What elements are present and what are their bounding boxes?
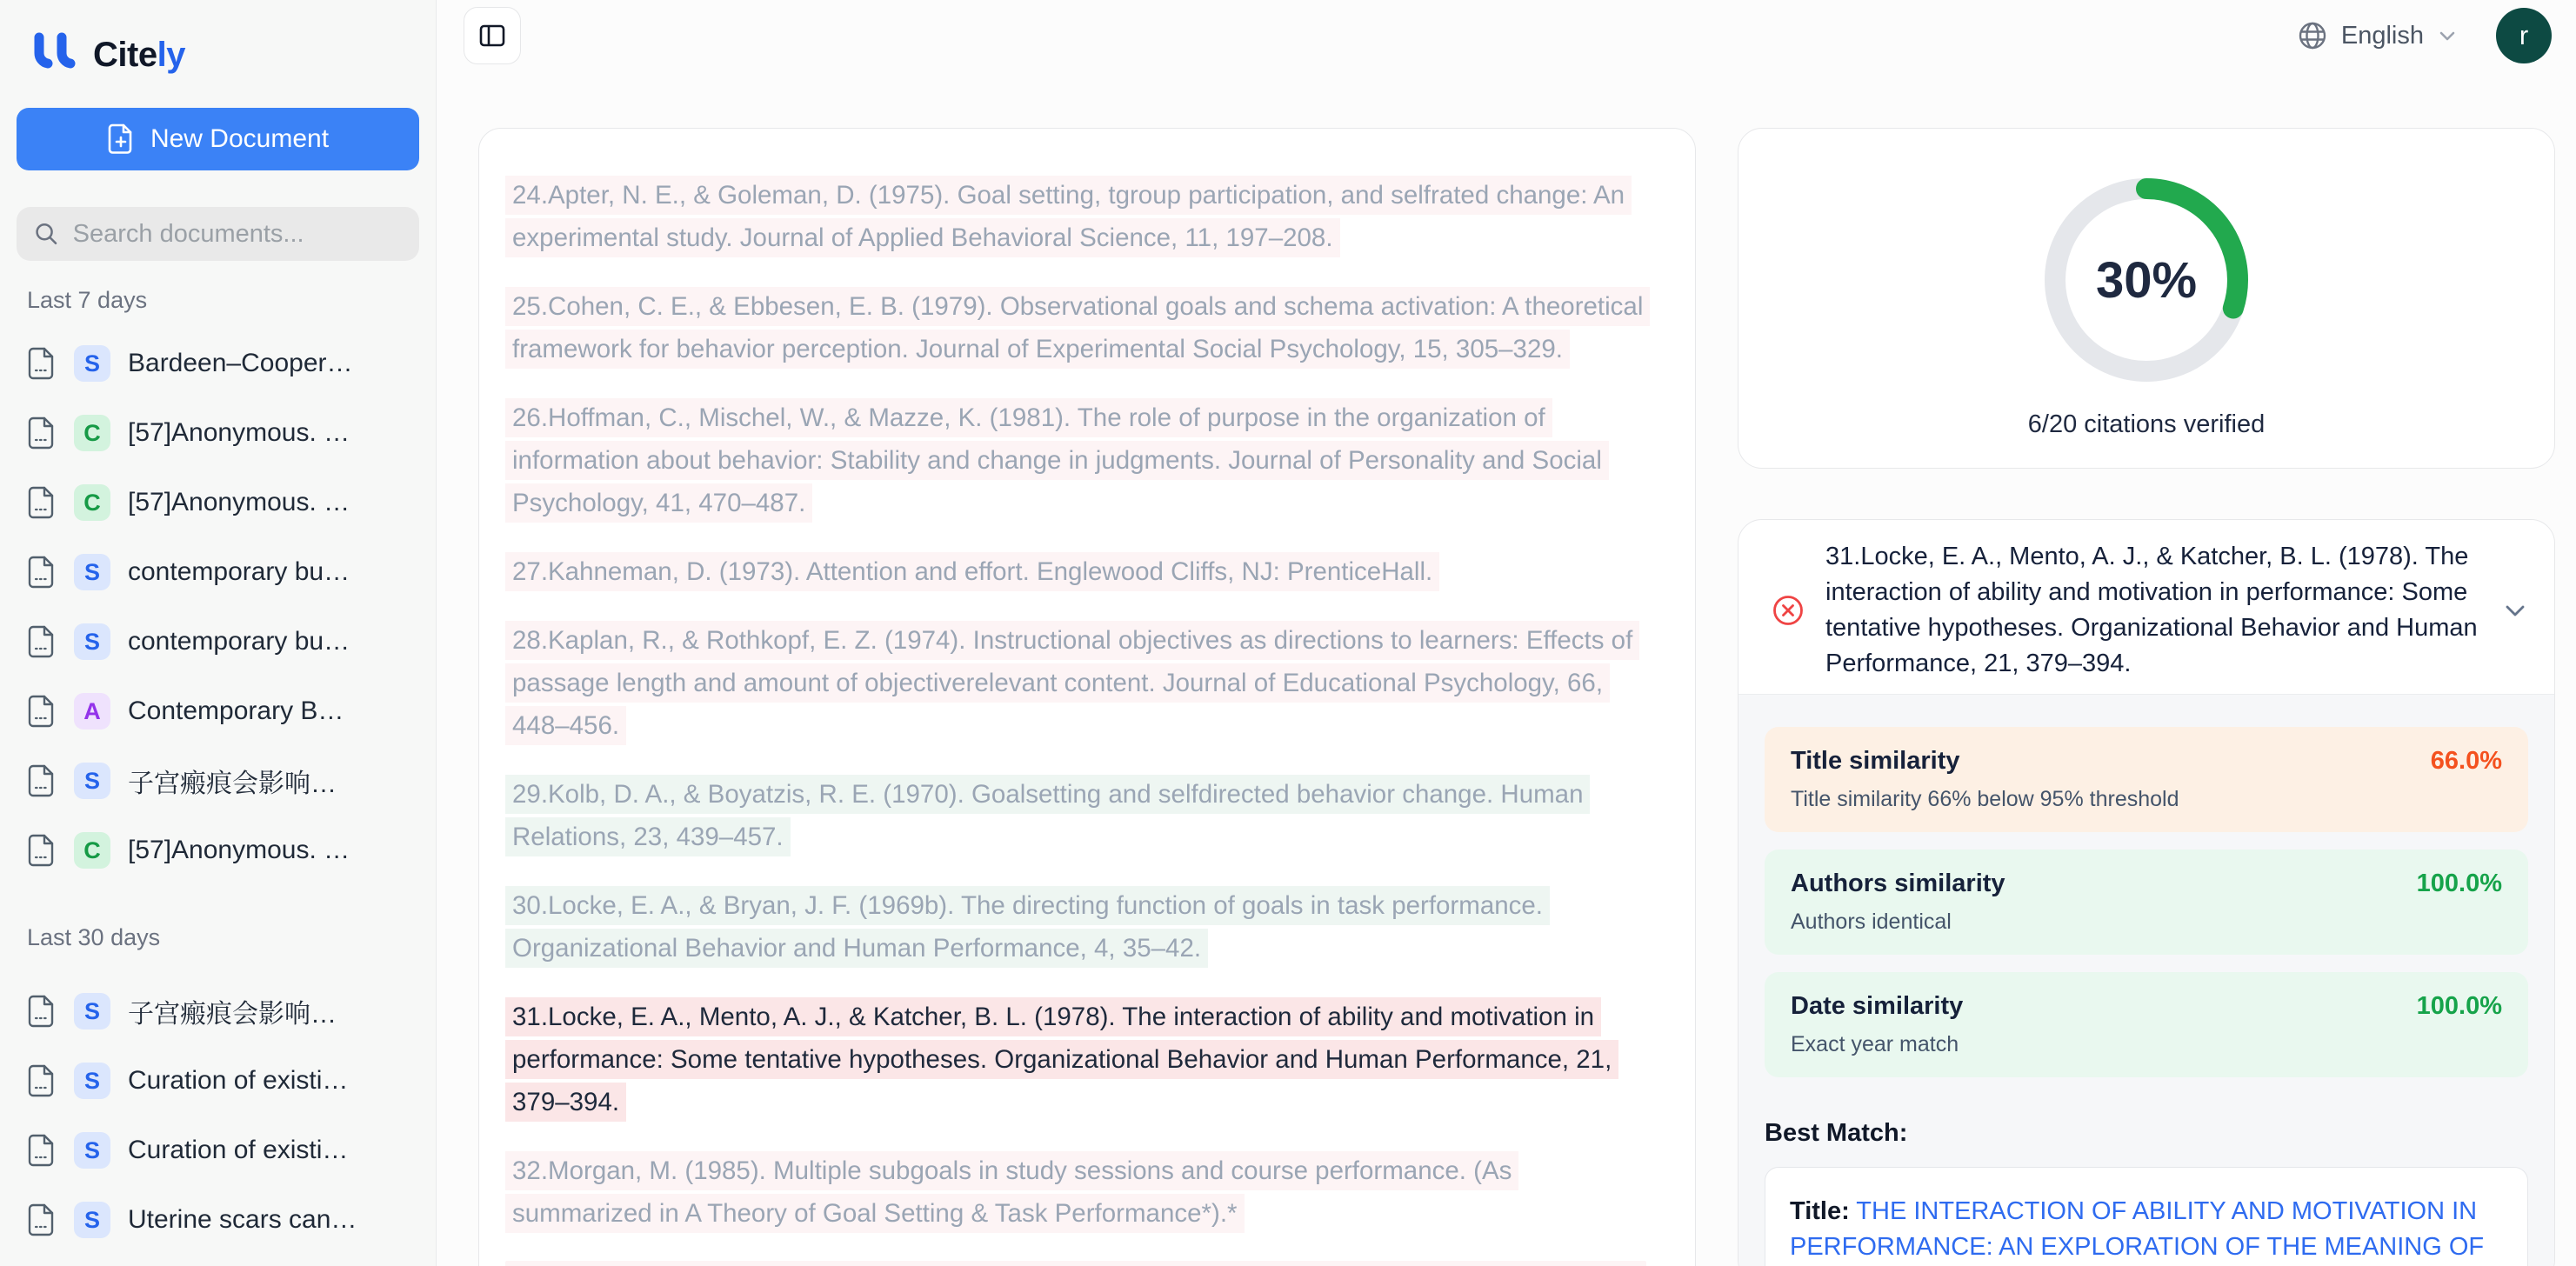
document-title: Uterine scars can… <box>128 1205 357 1234</box>
verification-progress-card <box>1738 128 2555 469</box>
panel-left-icon <box>477 20 508 51</box>
citation-partial-highlight <box>505 1261 1646 1266</box>
document-type-badge: S <box>74 763 110 799</box>
new-document-button[interactable] <box>17 108 419 170</box>
globe-icon <box>2297 20 2328 51</box>
document-title: [57]Anonymous. … <box>128 488 350 516</box>
citation-item[interactable]: 26.Hoffman, C., Mischel, W., & Mazze, K. (1981). The role of purpose in the organization of information about behavior: Stability and change in judgments. Journal of Personality and Social Psychology, 41, 470–487. <box>505 396 1646 524</box>
citation-item[interactable]: 29.Kolb, D. A., & Boyatzis, R. E. (1970). Goalsetting and selfdirected behavior change. Human Relations, 23, 439–457. <box>505 773 1646 858</box>
sidebar-section <box>17 924 419 1245</box>
document-title: Curation of existi… <box>128 1066 349 1095</box>
section-label: Last 7 days <box>27 287 148 313</box>
document-icon <box>27 485 57 520</box>
sidebar-item[interactable] <box>17 338 419 389</box>
sidebar-item[interactable] <box>17 686 419 736</box>
document-type-badge: S <box>74 1202 110 1238</box>
document-type-badge: C <box>74 484 110 521</box>
citation-item[interactable]: 31.Locke, E. A., Mento, A. J., & Katcher, B. L. (1978). The interaction of ability and motivation in performance: Some tentative hypotheses. Organizational Behavior and Human Performance, 21, 379–394. <box>505 996 1646 1123</box>
verified-caption: 6/20 citations verified <box>2027 410 2266 438</box>
document-title: [57]Anonymous. … <box>128 836 350 864</box>
language-selector[interactable] <box>2297 20 2458 51</box>
search-input[interactable] <box>73 220 402 249</box>
search-icon <box>34 220 59 248</box>
best-match-title-link[interactable]: THE INTERACTION OF ABILITY AND MOTIVATION IN PERFORMANCE: AN EXPLORATION OF THE MEANING OF <box>1790 1197 2485 1261</box>
check-label: Authors similarity <box>1791 870 2005 897</box>
document-title: contemporary bu… <box>128 627 350 656</box>
best-match-label: Best Match: <box>1765 1119 1908 1147</box>
sidebar-item[interactable] <box>17 986 419 1036</box>
document-type-badge: S <box>74 623 110 660</box>
citation-item[interactable]: 27.Kahneman, D. (1973). Attention and effort. Englewood Cliffs, NJ: PrenticeHall. <box>505 550 1646 593</box>
document-icon <box>27 416 57 450</box>
check-note: Exact year match <box>1791 1032 1959 1056</box>
citation-item[interactable]: 28.Kaplan, R., & Rothkopf, E. Z. (1974). Instructional objectives as directions to learners: Effects of passage length and amount of objectiverelevant content. Journal of Educational Psychology, 66, 448–456. <box>505 619 1646 747</box>
citation-item[interactable]: 30.Locke, E. A., & Bryan, J. F. (1969b). The directing function of goals in task performance. Organizational Behavior and Human Performance, 4, 35–42. <box>505 884 1646 969</box>
document-title: Contemporary B… <box>128 696 344 725</box>
check-label: Date similarity <box>1791 992 1964 1020</box>
sidebar-item[interactable] <box>17 1056 419 1106</box>
document-icon <box>27 763 57 798</box>
document-icon <box>27 624 57 659</box>
document-icon <box>27 555 57 590</box>
citation-list-panel <box>478 128 1696 1266</box>
document-title: Curation of existi… <box>128 1136 349 1164</box>
similarity-check <box>1765 972 2528 1077</box>
progress-ring <box>2033 167 2259 393</box>
detail-citation-text: 31.Locke, E. A., Mento, A. J., & Katcher, B. L. (1978). The interaction of ability and motivation in performance: Some tentative hypotheses. Organizational Behavior and Human Performance, 21, 379–394. <box>1825 543 2478 677</box>
check-label: Title similarity <box>1791 747 1960 775</box>
sidebar-item[interactable] <box>17 477 419 528</box>
citation-item[interactable]: 24.Apter, N. E., & Goleman, D. (1975). Goal setting, tgroup participation, and selfrated change: An experimental study. Journal of Applied Behavioral Science, 11, 197–208. <box>505 174 1646 259</box>
sidebar-item[interactable] <box>17 547 419 597</box>
document-icon <box>27 833 57 868</box>
document-type-badge: S <box>74 1132 110 1169</box>
search-box <box>17 207 419 261</box>
citation-detail-card <box>1738 519 2555 1266</box>
document-title: 子宫瘢痕会影响… <box>128 770 337 798</box>
citation-detail-body <box>1738 694 2554 1266</box>
citation-item[interactable]: 32.Morgan, M. (1985). Multiple subgoals in study sessions and course performance. (As summarized in A Theory of Goal Setting & Task Performance*).* <box>505 1149 1646 1235</box>
document-type-badge: A <box>74 693 110 730</box>
app-title <box>93 36 185 75</box>
document-icon <box>27 994 57 1029</box>
logo-text-accent: ly <box>157 35 185 74</box>
sidebar <box>0 0 437 1266</box>
document-icon <box>27 1063 57 1098</box>
chevron-down-icon[interactable] <box>2502 539 2528 682</box>
sidebar-toggle-button[interactable] <box>464 7 521 64</box>
document-title: [57]Anonymous. … <box>128 418 350 447</box>
check-value: 100.0% <box>2416 870 2502 897</box>
sidebar-section <box>17 287 419 876</box>
document-icon <box>27 694 57 729</box>
document-title: contemporary bu… <box>128 557 350 586</box>
sidebar-item[interactable] <box>17 1195 419 1245</box>
best-match-title-key: Title: <box>1790 1197 1850 1225</box>
check-value: 100.0% <box>2416 992 2502 1020</box>
chevron-down-icon <box>2437 25 2458 46</box>
document-type-badge: C <box>74 415 110 451</box>
new-document-label: New Document <box>150 124 330 153</box>
citation-detail-header[interactable] <box>1738 520 2554 694</box>
section-label: Last 30 days <box>27 924 161 950</box>
sidebar-item[interactable] <box>17 756 419 806</box>
similarity-checks <box>1765 727 2528 1077</box>
sidebar-item[interactable] <box>17 825 419 876</box>
avatar[interactable] <box>2496 8 2552 63</box>
best-match-card <box>1765 1167 2528 1266</box>
document-type-badge: S <box>74 345 110 382</box>
document-icon <box>27 1203 57 1237</box>
language-label: English <box>2340 21 2424 50</box>
document-title: 子宫瘢痕会影响… <box>128 1000 337 1029</box>
error-icon <box>1772 539 1805 682</box>
file-plus-icon <box>107 123 135 155</box>
document-icon <box>27 346 57 381</box>
sidebar-item[interactable] <box>17 408 419 458</box>
check-note: Title similarity 66% below 95% threshold <box>1791 787 2179 811</box>
logo-text-primary: Cite <box>93 35 157 74</box>
document-icon <box>27 1133 57 1168</box>
check-note: Authors identical <box>1791 910 1952 934</box>
citation-list <box>505 174 1646 1235</box>
document-type-badge: C <box>74 832 110 869</box>
document-sections <box>17 287 419 1245</box>
progress-percent: 30% <box>2095 251 2198 309</box>
similarity-check <box>1765 727 2528 832</box>
sidebar-item[interactable] <box>17 1125 419 1176</box>
citation-item[interactable]: 25.Cohen, C. E., & Ebbesen, E. B. (1979). Observational goals and schema activation: A theoretical framework for behavior perception. Journal of Experimental Social Psychology, 15, 305–329. <box>505 285 1646 370</box>
topbar-right <box>2297 7 2552 64</box>
citely-logo-icon <box>27 32 79 77</box>
document-type-badge: S <box>74 1063 110 1099</box>
avatar-letter: r <box>2519 20 2529 50</box>
document-title: Bardeen–Cooper… <box>128 349 353 377</box>
similarity-check <box>1765 850 2528 955</box>
sidebar-item[interactable] <box>17 616 419 667</box>
check-value: 66.0% <box>2430 747 2502 775</box>
document-type-badge: S <box>74 554 110 590</box>
document-type-badge: S <box>74 993 110 1029</box>
logo <box>17 0 419 83</box>
